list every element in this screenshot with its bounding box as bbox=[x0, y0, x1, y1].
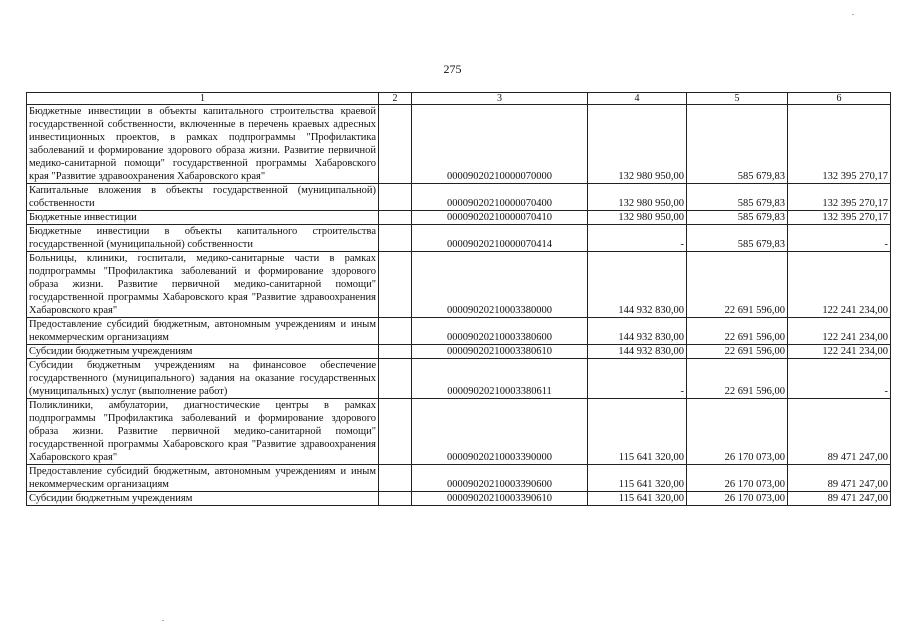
row-value-5: 22 691 596,00 bbox=[687, 359, 788, 399]
row-value-4: 115 641 320,00 bbox=[588, 492, 687, 506]
row-name: Капитальные вложения в объекты государственной (муниципальной) собственности bbox=[27, 184, 379, 211]
table-row bbox=[27, 465, 891, 492]
row-col2 bbox=[379, 252, 412, 318]
table-row bbox=[27, 399, 891, 465]
row-value-5: 22 691 596,00 bbox=[687, 345, 788, 359]
table-row bbox=[27, 184, 891, 211]
row-value-5: 585 679,83 bbox=[687, 184, 788, 211]
row-col2 bbox=[379, 465, 412, 492]
table-row bbox=[27, 211, 891, 225]
row-col2 bbox=[379, 105, 412, 184]
row-name: Субсидии бюджетным учреждениям на финансовое обеспечение государственного (муниципального) задания на оказание государственных (муниципальных) услуг (выполнение работ) bbox=[27, 359, 379, 399]
row-value-6: 122 241 234,00 bbox=[788, 345, 891, 359]
row-col2 bbox=[379, 184, 412, 211]
row-code: 00009020210003380600 bbox=[412, 318, 588, 345]
row-code: 00009020210000070414 bbox=[412, 225, 588, 252]
row-value-6: 132 395 270,17 bbox=[788, 105, 891, 184]
row-value-5: 585 679,83 bbox=[687, 211, 788, 225]
row-value-6: 132 395 270,17 bbox=[788, 211, 891, 225]
row-col2 bbox=[379, 318, 412, 345]
column-header: 2 bbox=[379, 93, 412, 105]
table-row bbox=[27, 252, 891, 318]
row-name: Поликлиники, амбулатории, диагностические центры в рамках подпрограммы "Профилактика заболеваний и формирование здорового образа жизни. Развитие первичной медико-санитарной помощи" государственной программы Хабаровского края "Развитие здравоохранения Хабаровского края" bbox=[27, 399, 379, 465]
row-col2 bbox=[379, 225, 412, 252]
row-name: Бюджетные инвестиции в объекты капитального строительства государственной (муниципальной) собственности bbox=[27, 225, 379, 252]
row-code: 00009020210003390000 bbox=[412, 399, 588, 465]
row-value-5: 26 170 073,00 bbox=[687, 399, 788, 465]
table-row bbox=[27, 492, 891, 506]
row-code: 00009020210003380610 bbox=[412, 345, 588, 359]
row-value-4: 144 932 830,00 bbox=[588, 345, 687, 359]
row-code: 00009020210003380000 bbox=[412, 252, 588, 318]
row-value-5: 26 170 073,00 bbox=[687, 465, 788, 492]
row-value-5: 22 691 596,00 bbox=[687, 318, 788, 345]
row-value-5: 585 679,83 bbox=[687, 225, 788, 252]
row-value-4: 144 932 830,00 bbox=[588, 318, 687, 345]
table-row bbox=[27, 225, 891, 252]
row-value-4: 132 980 950,00 bbox=[588, 105, 687, 184]
row-value-6: 89 471 247,00 bbox=[788, 465, 891, 492]
column-header: 4 bbox=[588, 93, 687, 105]
row-name: Субсидии бюджетным учреждениям bbox=[27, 492, 379, 506]
column-header: 5 bbox=[687, 93, 788, 105]
row-col2 bbox=[379, 399, 412, 465]
row-value-6: 89 471 247,00 bbox=[788, 492, 891, 506]
page-number: 275 bbox=[443, 62, 462, 76]
row-code: 00009020210003390600 bbox=[412, 465, 588, 492]
row-value-6: - bbox=[788, 359, 891, 399]
row-name: Бюджетные инвестиции bbox=[27, 211, 379, 225]
row-value-5: 26 170 073,00 bbox=[687, 492, 788, 506]
table-row bbox=[27, 359, 891, 399]
row-value-4: 115 641 320,00 bbox=[588, 465, 687, 492]
row-code: 00009020210003390610 bbox=[412, 492, 588, 506]
row-value-4: - bbox=[588, 225, 687, 252]
row-value-6: 132 395 270,17 bbox=[788, 184, 891, 211]
row-value-4: 132 980 950,00 bbox=[588, 184, 687, 211]
row-col2 bbox=[379, 211, 412, 225]
column-header: 6 bbox=[788, 93, 891, 105]
column-number-row bbox=[27, 93, 891, 105]
row-col2 bbox=[379, 492, 412, 506]
row-code: 00009020210000070410 bbox=[412, 211, 588, 225]
row-col2 bbox=[379, 359, 412, 399]
table-row bbox=[27, 105, 891, 184]
row-value-4: - bbox=[588, 359, 687, 399]
row-code: 00009020210000070000 bbox=[412, 105, 588, 184]
row-name: Бюджетные инвестиции в объекты капитального строительства краевой государственной собственности, включенные в перечень краевых адресных инвестиционных проектов, в рамках подпрограммы "Профилактика заболеваний и формирование здорового образа жизни. Развитие первичной медико-санитарной помощи" государственной программы Хабаровского края "Развитие здравоохранения Хабаровского края" bbox=[27, 105, 379, 184]
row-value-6: - bbox=[788, 225, 891, 252]
row-name: Субсидии бюджетным учреждениям bbox=[27, 345, 379, 359]
row-value-6: 122 241 234,00 bbox=[788, 318, 891, 345]
row-value-4: 144 932 830,00 bbox=[588, 252, 687, 318]
row-name: Предоставление субсидий бюджетным, автономным учреждениям и иным некоммерческим организациям bbox=[27, 318, 379, 345]
column-header: 1 bbox=[27, 93, 379, 105]
table-row bbox=[27, 318, 891, 345]
row-name: Предоставление субсидий бюджетным, автономным учреждениям и иным некоммерческим организациям bbox=[27, 465, 379, 492]
row-col2 bbox=[379, 345, 412, 359]
row-name: Больницы, клиники, госпитали, медико-санитарные части в рамках подпрограммы "Профилактика заболеваний и формирование здорового образа жизни. Развитие первичной медико-санитарной помощи" государственной программы Хабаровского края "Развитие здравоохранения Хабаровского края" bbox=[27, 252, 379, 318]
row-value-5: 585 679,83 bbox=[687, 105, 788, 184]
row-value-4: 132 980 950,00 bbox=[588, 211, 687, 225]
scan-speck bbox=[852, 14, 854, 15]
row-code: 00009020210003380611 bbox=[412, 359, 588, 399]
row-value-6: 89 471 247,00 bbox=[788, 399, 891, 465]
row-value-4: 115 641 320,00 bbox=[588, 399, 687, 465]
column-header: 3 bbox=[412, 93, 588, 105]
row-value-5: 22 691 596,00 bbox=[687, 252, 788, 318]
scan-speck bbox=[162, 620, 164, 621]
row-code: 00009020210000070400 bbox=[412, 184, 588, 211]
row-value-6: 122 241 234,00 bbox=[788, 252, 891, 318]
table-row bbox=[27, 345, 891, 359]
budget-table bbox=[26, 92, 891, 506]
